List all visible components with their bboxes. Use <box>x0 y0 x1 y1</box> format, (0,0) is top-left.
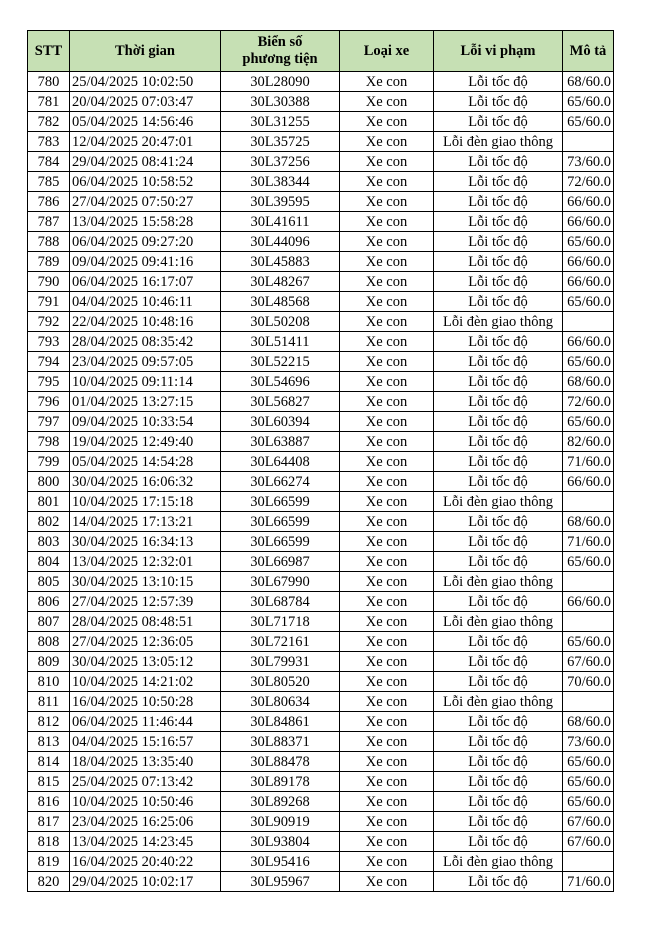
cell-description: 66/60.0 <box>563 212 614 232</box>
table-row <box>28 792 614 812</box>
cell-time: 23/04/2025 16:25:06 <box>70 812 221 832</box>
cell-description: 67/60.0 <box>563 832 614 852</box>
cell-stt: 800 <box>28 472 70 492</box>
cell-description: 65/60.0 <box>563 112 614 132</box>
cell-description: 65/60.0 <box>563 232 614 252</box>
table-row <box>28 872 614 892</box>
cell-time: 19/04/2025 12:49:40 <box>70 432 221 452</box>
table-row <box>28 652 614 672</box>
header-time: Thời gian <box>70 31 221 72</box>
cell-violation: Lỗi tốc độ <box>434 772 563 792</box>
cell-plate: 30L80634 <box>221 692 340 712</box>
cell-vehicle-type: Xe con <box>340 452 434 472</box>
cell-vehicle-type: Xe con <box>340 592 434 612</box>
cell-stt: 818 <box>28 832 70 852</box>
cell-vehicle-type: Xe con <box>340 172 434 192</box>
cell-description: 65/60.0 <box>563 92 614 112</box>
cell-time: 09/04/2025 10:33:54 <box>70 412 221 432</box>
cell-plate: 30L39595 <box>221 192 340 212</box>
cell-plate: 30L66599 <box>221 512 340 532</box>
cell-stt: 794 <box>28 352 70 372</box>
cell-stt: 814 <box>28 752 70 772</box>
table-row <box>28 632 614 652</box>
cell-vehicle-type: Xe con <box>340 552 434 572</box>
cell-stt: 813 <box>28 732 70 752</box>
cell-vehicle-type: Xe con <box>340 852 434 872</box>
cell-vehicle-type: Xe con <box>340 232 434 252</box>
cell-description: 70/60.0 <box>563 672 614 692</box>
cell-violation: Lỗi tốc độ <box>434 452 563 472</box>
cell-time: 25/04/2025 07:13:42 <box>70 772 221 792</box>
cell-stt: 798 <box>28 432 70 452</box>
table-row <box>28 772 614 792</box>
header-vehicle-type: Loại xe <box>340 31 434 72</box>
cell-violation: Lỗi đèn giao thông <box>434 572 563 592</box>
cell-description: 72/60.0 <box>563 172 614 192</box>
table-row <box>28 272 614 292</box>
cell-stt: 784 <box>28 152 70 172</box>
cell-vehicle-type: Xe con <box>340 372 434 392</box>
cell-violation: Lỗi tốc độ <box>434 592 563 612</box>
header-plate-line2: phương tiện <box>242 51 318 67</box>
cell-description <box>563 612 614 632</box>
cell-stt: 781 <box>28 92 70 112</box>
cell-violation: Lỗi tốc độ <box>434 72 563 92</box>
cell-plate: 30L28090 <box>221 72 340 92</box>
cell-time: 28/04/2025 08:48:51 <box>70 612 221 632</box>
header-row <box>28 31 614 72</box>
table-row <box>28 592 614 612</box>
table-row <box>28 352 614 372</box>
cell-description <box>563 312 614 332</box>
cell-violation: Lỗi tốc độ <box>434 212 563 232</box>
cell-vehicle-type: Xe con <box>340 472 434 492</box>
table-row <box>28 472 614 492</box>
cell-vehicle-type: Xe con <box>340 152 434 172</box>
cell-vehicle-type: Xe con <box>340 432 434 452</box>
cell-plate: 30L84861 <box>221 712 340 732</box>
cell-description: 71/60.0 <box>563 452 614 472</box>
cell-vehicle-type: Xe con <box>340 652 434 672</box>
cell-violation: Lỗi tốc độ <box>434 152 563 172</box>
cell-time: 27/04/2025 12:57:39 <box>70 592 221 612</box>
cell-description: 71/60.0 <box>563 872 614 892</box>
cell-stt: 804 <box>28 552 70 572</box>
cell-stt: 799 <box>28 452 70 472</box>
cell-plate: 30L37256 <box>221 152 340 172</box>
table-row <box>28 72 614 92</box>
cell-vehicle-type: Xe con <box>340 712 434 732</box>
cell-description: 67/60.0 <box>563 812 614 832</box>
cell-plate: 30L80520 <box>221 672 340 692</box>
cell-description <box>563 132 614 152</box>
cell-stt: 815 <box>28 772 70 792</box>
cell-stt: 797 <box>28 412 70 432</box>
table-row <box>28 692 614 712</box>
cell-vehicle-type: Xe con <box>340 732 434 752</box>
cell-vehicle-type: Xe con <box>340 412 434 432</box>
cell-time: 28/04/2025 08:35:42 <box>70 332 221 352</box>
cell-vehicle-type: Xe con <box>340 72 434 92</box>
table-row <box>28 112 614 132</box>
cell-plate: 30L35725 <box>221 132 340 152</box>
cell-plate: 30L48568 <box>221 292 340 312</box>
cell-violation: Lỗi đèn giao thông <box>434 612 563 632</box>
cell-description: 68/60.0 <box>563 72 614 92</box>
header-description: Mô tả <box>563 31 614 72</box>
cell-description: 66/60.0 <box>563 472 614 492</box>
cell-plate: 30L63887 <box>221 432 340 452</box>
cell-stt: 817 <box>28 812 70 832</box>
cell-vehicle-type: Xe con <box>340 672 434 692</box>
cell-vehicle-type: Xe con <box>340 872 434 892</box>
cell-description: 73/60.0 <box>563 152 614 172</box>
cell-time: 30/04/2025 13:10:15 <box>70 572 221 592</box>
cell-violation: Lỗi tốc độ <box>434 732 563 752</box>
cell-violation: Lỗi tốc độ <box>434 92 563 112</box>
cell-plate: 30L95416 <box>221 852 340 872</box>
cell-stt: 790 <box>28 272 70 292</box>
table-row <box>28 92 614 112</box>
cell-description: 68/60.0 <box>563 512 614 532</box>
cell-time: 12/04/2025 20:47:01 <box>70 132 221 152</box>
table-row <box>28 532 614 552</box>
cell-description: 66/60.0 <box>563 192 614 212</box>
cell-stt: 788 <box>28 232 70 252</box>
cell-vehicle-type: Xe con <box>340 392 434 412</box>
cell-time: 06/04/2025 09:27:20 <box>70 232 221 252</box>
cell-time: 10/04/2025 09:11:14 <box>70 372 221 392</box>
table-row <box>28 192 614 212</box>
cell-violation: Lỗi tốc độ <box>434 172 563 192</box>
table-header <box>28 31 614 72</box>
cell-stt: 811 <box>28 692 70 712</box>
cell-violation: Lỗi đèn giao thông <box>434 692 563 712</box>
cell-time: 13/04/2025 15:58:28 <box>70 212 221 232</box>
table-row <box>28 512 614 532</box>
cell-description: 72/60.0 <box>563 392 614 412</box>
cell-stt: 812 <box>28 712 70 732</box>
cell-plate: 30L41611 <box>221 212 340 232</box>
cell-violation: Lỗi tốc độ <box>434 332 563 352</box>
cell-vehicle-type: Xe con <box>340 112 434 132</box>
cell-time: 05/04/2025 14:56:46 <box>70 112 221 132</box>
table-row <box>28 732 614 752</box>
cell-plate: 30L71718 <box>221 612 340 632</box>
cell-plate: 30L89178 <box>221 772 340 792</box>
cell-stt: 786 <box>28 192 70 212</box>
cell-stt: 809 <box>28 652 70 672</box>
cell-time: 06/04/2025 10:58:52 <box>70 172 221 192</box>
cell-description <box>563 492 614 512</box>
header-plate-line1: Biển số <box>257 34 303 50</box>
header-stt: STT <box>28 31 70 72</box>
table-row <box>28 572 614 592</box>
cell-time: 18/04/2025 13:35:40 <box>70 752 221 772</box>
cell-stt: 785 <box>28 172 70 192</box>
table-row <box>28 232 614 252</box>
cell-time: 05/04/2025 14:54:28 <box>70 452 221 472</box>
cell-violation: Lỗi tốc độ <box>434 392 563 412</box>
cell-time: 14/04/2025 17:13:21 <box>70 512 221 532</box>
table-row <box>28 152 614 172</box>
cell-description: 68/60.0 <box>563 712 614 732</box>
cell-description <box>563 852 614 872</box>
cell-plate: 30L89268 <box>221 792 340 812</box>
cell-description: 66/60.0 <box>563 332 614 352</box>
cell-description: 73/60.0 <box>563 732 614 752</box>
cell-plate: 30L88478 <box>221 752 340 772</box>
table-row <box>28 452 614 472</box>
cell-plate: 30L60394 <box>221 412 340 432</box>
cell-plate: 30L66599 <box>221 532 340 552</box>
table-row <box>28 612 614 632</box>
cell-stt: 783 <box>28 132 70 152</box>
cell-violation: Lỗi tốc độ <box>434 832 563 852</box>
cell-stt: 782 <box>28 112 70 132</box>
cell-plate: 30L50208 <box>221 312 340 332</box>
cell-plate: 30L30388 <box>221 92 340 112</box>
table-row <box>28 412 614 432</box>
cell-plate: 30L56827 <box>221 392 340 412</box>
cell-time: 30/04/2025 13:05:12 <box>70 652 221 672</box>
cell-stt: 796 <box>28 392 70 412</box>
cell-violation: Lỗi đèn giao thông <box>434 492 563 512</box>
cell-violation: Lỗi tốc độ <box>434 552 563 572</box>
cell-time: 27/04/2025 07:50:27 <box>70 192 221 212</box>
cell-vehicle-type: Xe con <box>340 92 434 112</box>
cell-violation: Lỗi tốc độ <box>434 712 563 732</box>
cell-stt: 807 <box>28 612 70 632</box>
cell-description: 82/60.0 <box>563 432 614 452</box>
cell-plate: 30L52215 <box>221 352 340 372</box>
cell-plate: 30L66274 <box>221 472 340 492</box>
cell-stt: 819 <box>28 852 70 872</box>
cell-violation: Lỗi tốc độ <box>434 412 563 432</box>
cell-plate: 30L72161 <box>221 632 340 652</box>
cell-stt: 802 <box>28 512 70 532</box>
cell-time: 10/04/2025 17:15:18 <box>70 492 221 512</box>
cell-plate: 30L64408 <box>221 452 340 472</box>
cell-description: 65/60.0 <box>563 752 614 772</box>
cell-description: 71/60.0 <box>563 532 614 552</box>
cell-time: 10/04/2025 10:50:46 <box>70 792 221 812</box>
cell-stt: 808 <box>28 632 70 652</box>
cell-violation: Lỗi tốc độ <box>434 372 563 392</box>
cell-stt: 820 <box>28 872 70 892</box>
cell-vehicle-type: Xe con <box>340 212 434 232</box>
table-row <box>28 832 614 852</box>
cell-violation: Lỗi tốc độ <box>434 272 563 292</box>
cell-plate: 30L38344 <box>221 172 340 192</box>
cell-violation: Lỗi tốc độ <box>434 652 563 672</box>
cell-violation: Lỗi tốc độ <box>434 292 563 312</box>
cell-vehicle-type: Xe con <box>340 792 434 812</box>
cell-time: 04/04/2025 15:16:57 <box>70 732 221 752</box>
header-violation: Lỗi vi phạm <box>434 31 563 72</box>
cell-stt: 793 <box>28 332 70 352</box>
cell-description: 67/60.0 <box>563 652 614 672</box>
table-row <box>28 212 614 232</box>
cell-stt: 795 <box>28 372 70 392</box>
table-row <box>28 852 614 872</box>
cell-violation: Lỗi đèn giao thông <box>434 132 563 152</box>
cell-vehicle-type: Xe con <box>340 252 434 272</box>
cell-description: 65/60.0 <box>563 792 614 812</box>
table-row <box>28 392 614 412</box>
cell-violation: Lỗi tốc độ <box>434 512 563 532</box>
table-row <box>28 492 614 512</box>
cell-time: 10/04/2025 14:21:02 <box>70 672 221 692</box>
cell-vehicle-type: Xe con <box>340 492 434 512</box>
cell-time: 30/04/2025 16:06:32 <box>70 472 221 492</box>
cell-time: 06/04/2025 11:46:44 <box>70 712 221 732</box>
cell-plate: 30L93804 <box>221 832 340 852</box>
table-row <box>28 252 614 272</box>
cell-vehicle-type: Xe con <box>340 812 434 832</box>
cell-description: 65/60.0 <box>563 412 614 432</box>
cell-description <box>563 692 614 712</box>
cell-violation: Lỗi tốc độ <box>434 352 563 372</box>
cell-description: 65/60.0 <box>563 772 614 792</box>
cell-plate: 30L68784 <box>221 592 340 612</box>
table-row <box>28 172 614 192</box>
cell-violation: Lỗi đèn giao thông <box>434 312 563 332</box>
cell-description: 65/60.0 <box>563 632 614 652</box>
cell-time: 13/04/2025 12:32:01 <box>70 552 221 572</box>
cell-plate: 30L79931 <box>221 652 340 672</box>
cell-stt: 791 <box>28 292 70 312</box>
cell-stt: 780 <box>28 72 70 92</box>
cell-vehicle-type: Xe con <box>340 532 434 552</box>
cell-description: 66/60.0 <box>563 592 614 612</box>
cell-plate: 30L66987 <box>221 552 340 572</box>
cell-stt: 806 <box>28 592 70 612</box>
cell-vehicle-type: Xe con <box>340 692 434 712</box>
cell-plate: 30L66599 <box>221 492 340 512</box>
cell-time: 16/04/2025 10:50:28 <box>70 692 221 712</box>
cell-stt: 810 <box>28 672 70 692</box>
cell-violation: Lỗi tốc độ <box>434 432 563 452</box>
cell-plate: 30L45883 <box>221 252 340 272</box>
cell-description: 65/60.0 <box>563 552 614 572</box>
cell-violation: Lỗi tốc độ <box>434 192 563 212</box>
table-row <box>28 672 614 692</box>
cell-time: 01/04/2025 13:27:15 <box>70 392 221 412</box>
cell-stt: 805 <box>28 572 70 592</box>
cell-plate: 30L95967 <box>221 872 340 892</box>
cell-time: 23/04/2025 09:57:05 <box>70 352 221 372</box>
cell-vehicle-type: Xe con <box>340 272 434 292</box>
cell-vehicle-type: Xe con <box>340 772 434 792</box>
cell-vehicle-type: Xe con <box>340 632 434 652</box>
violations-table <box>27 30 614 892</box>
cell-plate: 30L31255 <box>221 112 340 132</box>
cell-plate: 30L48267 <box>221 272 340 292</box>
cell-time: 22/04/2025 10:48:16 <box>70 312 221 332</box>
cell-description: 65/60.0 <box>563 352 614 372</box>
header-plate <box>221 31 340 72</box>
cell-violation: Lỗi tốc độ <box>434 632 563 652</box>
cell-vehicle-type: Xe con <box>340 572 434 592</box>
cell-description: 68/60.0 <box>563 372 614 392</box>
cell-stt: 792 <box>28 312 70 332</box>
cell-vehicle-type: Xe con <box>340 192 434 212</box>
cell-description: 66/60.0 <box>563 252 614 272</box>
cell-vehicle-type: Xe con <box>340 832 434 852</box>
cell-violation: Lỗi tốc độ <box>434 472 563 492</box>
table-row <box>28 432 614 452</box>
table-row <box>28 312 614 332</box>
table-row <box>28 372 614 392</box>
cell-plate: 30L44096 <box>221 232 340 252</box>
cell-vehicle-type: Xe con <box>340 612 434 632</box>
cell-description: 65/60.0 <box>563 292 614 312</box>
cell-time: 06/04/2025 16:17:07 <box>70 272 221 292</box>
cell-violation: Lỗi tốc độ <box>434 252 563 272</box>
table-row <box>28 812 614 832</box>
cell-vehicle-type: Xe con <box>340 132 434 152</box>
cell-vehicle-type: Xe con <box>340 352 434 372</box>
table-row <box>28 292 614 312</box>
cell-time: 20/04/2025 07:03:47 <box>70 92 221 112</box>
cell-violation: Lỗi tốc độ <box>434 872 563 892</box>
cell-time: 29/04/2025 10:02:17 <box>70 872 221 892</box>
cell-stt: 789 <box>28 252 70 272</box>
cell-stt: 801 <box>28 492 70 512</box>
cell-violation: Lỗi đèn giao thông <box>434 852 563 872</box>
cell-time: 29/04/2025 08:41:24 <box>70 152 221 172</box>
cell-time: 30/04/2025 16:34:13 <box>70 532 221 552</box>
cell-violation: Lỗi tốc độ <box>434 672 563 692</box>
cell-vehicle-type: Xe con <box>340 752 434 772</box>
cell-vehicle-type: Xe con <box>340 512 434 532</box>
cell-description: 66/60.0 <box>563 272 614 292</box>
cell-stt: 816 <box>28 792 70 812</box>
cell-violation: Lỗi tốc độ <box>434 812 563 832</box>
cell-description <box>563 572 614 592</box>
cell-violation: Lỗi tốc độ <box>434 792 563 812</box>
table-row <box>28 752 614 772</box>
cell-time: 13/04/2025 14:23:45 <box>70 832 221 852</box>
table-row <box>28 132 614 152</box>
cell-violation: Lỗi tốc độ <box>434 112 563 132</box>
cell-stt: 803 <box>28 532 70 552</box>
cell-vehicle-type: Xe con <box>340 332 434 352</box>
cell-plate: 30L88371 <box>221 732 340 752</box>
cell-stt: 787 <box>28 212 70 232</box>
cell-time: 27/04/2025 12:36:05 <box>70 632 221 652</box>
cell-plate: 30L54696 <box>221 372 340 392</box>
cell-violation: Lỗi tốc độ <box>434 752 563 772</box>
cell-plate: 30L67990 <box>221 572 340 592</box>
cell-time: 04/04/2025 10:46:11 <box>70 292 221 312</box>
cell-vehicle-type: Xe con <box>340 312 434 332</box>
cell-time: 25/04/2025 10:02:50 <box>70 72 221 92</box>
cell-violation: Lỗi tốc độ <box>434 532 563 552</box>
cell-plate: 30L90919 <box>221 812 340 832</box>
cell-time: 09/04/2025 09:41:16 <box>70 252 221 272</box>
cell-time: 16/04/2025 20:40:22 <box>70 852 221 872</box>
table-row <box>28 712 614 732</box>
cell-plate: 30L51411 <box>221 332 340 352</box>
cell-vehicle-type: Xe con <box>340 292 434 312</box>
cell-violation: Lỗi tốc độ <box>434 232 563 252</box>
table-body <box>28 72 614 892</box>
table-row <box>28 332 614 352</box>
table-row <box>28 552 614 572</box>
